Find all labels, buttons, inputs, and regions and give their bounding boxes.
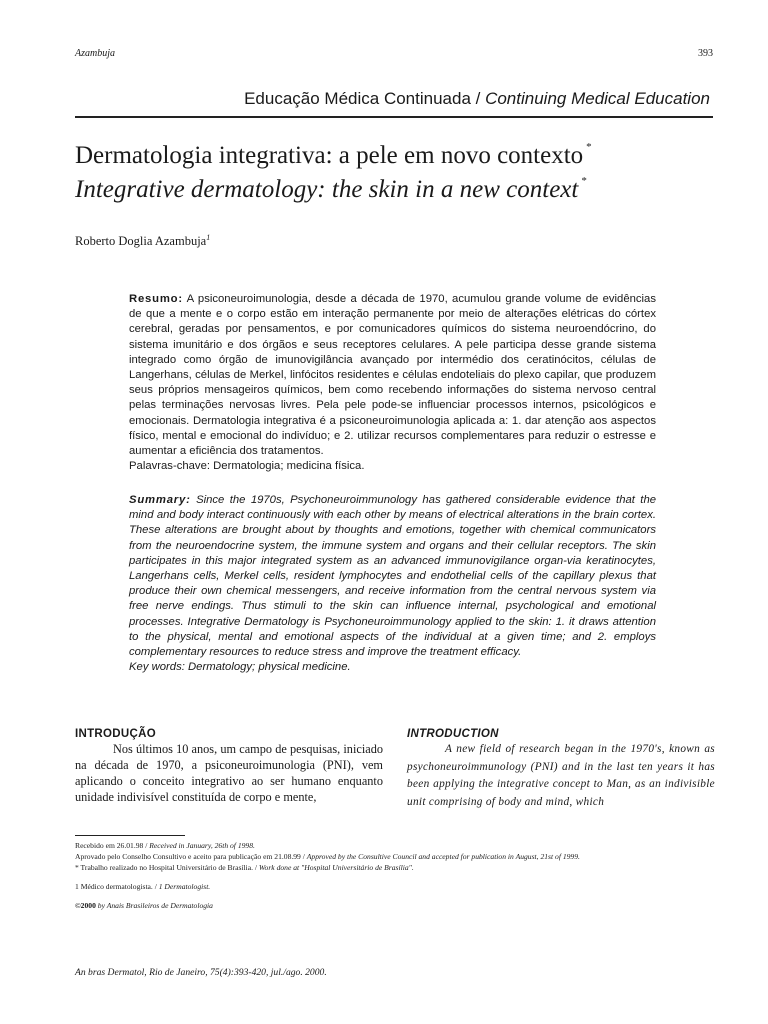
copyright-year: ©2000 [75, 901, 96, 910]
footnote-rule [75, 835, 185, 836]
approved-en: Approved by the Consultive Council and accepted for publication in August, 21st of 1999. [306, 852, 580, 861]
article-title-pt [75, 142, 592, 170]
title-en-text: Integrative dermatology: the skin in a new context [75, 176, 579, 203]
intro-column-pt [75, 728, 383, 805]
abstract-en-text: Since the 1970s, Psychoneuroimmunology has gathered considerable evidence that the mind and body interact continuously with each other by means of electrical alterations in the brain cortex. These alterations are brought about by thoughts and emotions, together with chemical communicators from the neuroendocrine system, the immune system and organs and their cellular receptors. The skin participates in this major integrated system as an advanced immunovigilance organ-via keratinocytes, Langerhans cells, Merkel cells, resident lymphocytes and endothelial cells of the capillary plexus that produce their own chemical messengers, and receive information from the central nervous system via free nerve endings. Thus stimuli to the skin can influence internal, psychological and emotional processes. Integrative Dermatology is Psychoneuroimmunology applied to the skin: 1. it draws attention to the physical, mental and emotional aspects of the individual at a given time; and 2. employs complementary resources to reduce stress and improve the treatment efficacy. [129, 494, 657, 659]
abstract-pt-label: Resumo: [129, 293, 183, 305]
received-pt: Recebido em 26.01.98 / [75, 841, 148, 850]
author-mark: 1 [206, 233, 211, 242]
article-title-en [75, 176, 587, 204]
footnote-gap [75, 873, 715, 881]
abstract-en [129, 493, 656, 675]
title-pt-mark: * [586, 140, 592, 153]
footnote-work [75, 862, 715, 873]
intro-column-en [407, 728, 715, 811]
section-heading [244, 89, 710, 109]
received-en: Received in January, 26th of 1998. [149, 841, 255, 850]
abstract-en-label: Summary: [129, 494, 191, 506]
author-name: Roberto Doglia Azambuja [75, 234, 207, 249]
author-line [75, 233, 210, 249]
page-number: 393 [698, 48, 713, 59]
footnote-received [75, 840, 715, 851]
affiliation-pt: 1 Médico dermatologista. / [75, 882, 157, 891]
intro-text-en: A new field of research began in the 1970's, known as psychoneuroimmunology (PNI) and in the last ten years it has been applying the integrative concept to Man, as an indivisible unit comprising of body and mind, which [407, 743, 715, 808]
abstract-pt [129, 292, 656, 474]
footnote-affiliation [75, 881, 715, 892]
section-heading-pt: Educação Médica Continuada / [244, 89, 481, 108]
affiliation-en: 1 Dermatologist. [158, 882, 211, 891]
footnote-approved [75, 851, 715, 862]
work-pt: * Trabalho realizado no Hospital Universitário de Brasília. / [75, 863, 258, 872]
intro-text-pt: Nos últimos 10 anos, um campo de pesquisas, iniciado na década de 1970, a psiconeuroimunologia (PNI), vem aplicando o conceito integrativo ao ser humano enquanto unidade indivisível constituída de corpo e mente, [75, 742, 383, 804]
copyright-holder: by Anais Brasileiros de Dermatologia [97, 901, 213, 910]
journal-citation: An bras Dermatol, Rio de Janeiro, 75(4):393-420, jul./ago. 2000. [75, 967, 327, 978]
copyright [75, 900, 715, 911]
title-pt-text: Dermatologia integrativa: a pele em novo contexto [75, 142, 584, 169]
footnotes [75, 840, 715, 911]
keywords-en: Key words: Dermatology; physical medicine. [129, 661, 351, 674]
intro-heading-pt: INTRODUÇÃO [75, 728, 156, 740]
keywords-pt: Palavras-chave: Dermatologia; medicina física. [129, 460, 365, 473]
running-head: Azambuja [75, 48, 115, 59]
title-en-mark: * [581, 174, 587, 187]
section-heading-en: Continuing Medical Education [485, 89, 710, 108]
abstract-pt-text: A psiconeuroimunologia, desde a década de 1970, acumulou grande volume de evidências de que a mente e o corpo estão em interação permanente por meio de alterações elétricas do córtex cerebral, geradas por pensamentos, e por comunicadores químicos do sistema neuroendócrino, do sistema imunitário e dos órgãos e seus receptores celulares. A pele participa desse grande sistema integrado como órgão de imunovigilância avançado por intermédio dos ceratinócitos, células de Langerhans, células de Merkel, linfócitos residentes e células endoteliais do plexo capilar, que produzem seus próprios mensageiros químicos, bem como recebendo informações do sistema nervoso central pelas terminações nervosas livres. Pela pele pode-se influenciar processos internos, psicológicos e emocionais. Dermatologia integrativa é a psiconeuroimunologia aplicada a: 1. dar atenção aos aspectos físico, mental e emocional do indivíduo; e 2. utilizar recursos complementares para reduzir o estresse e aumentar a eficiência dos tratamentos. [129, 293, 656, 458]
intro-heading-en: INTRODUCTION [407, 728, 499, 740]
header-rule [75, 116, 713, 118]
work-en: Work done at "Hospital Universitário de Brasília". [258, 863, 414, 872]
approved-pt: Aprovado pelo Conselho Consultivo e aceito para publicação em 21.08.99 / [75, 852, 305, 861]
